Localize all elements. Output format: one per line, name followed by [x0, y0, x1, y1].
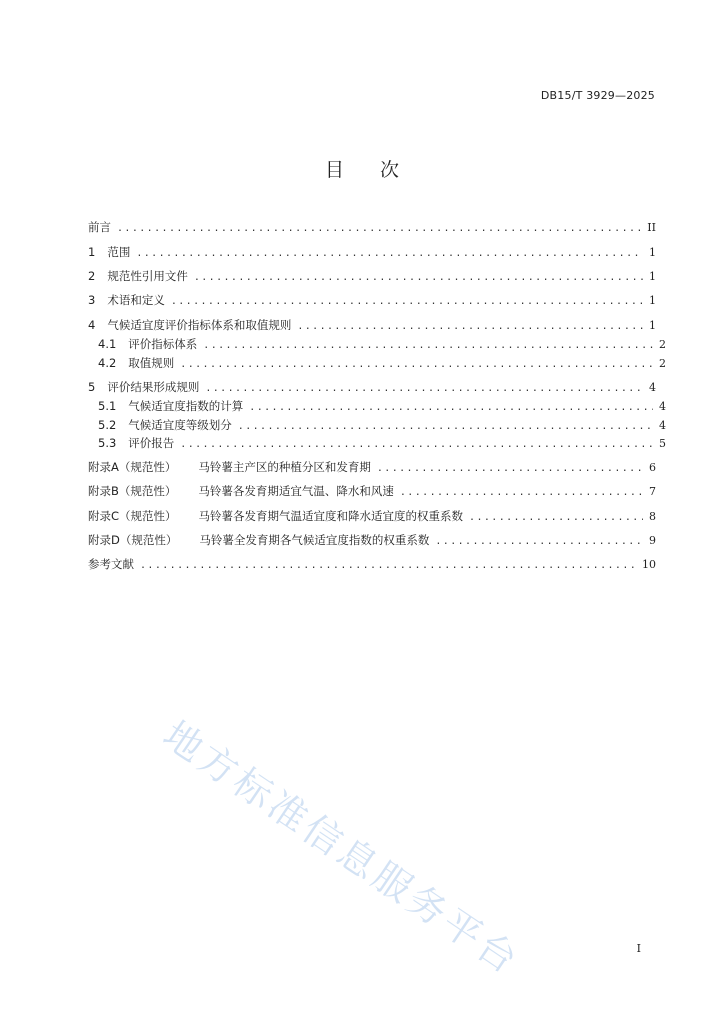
toc-entry-number: 2 [88, 269, 96, 283]
toc-entry-label: 取值规则 [128, 356, 175, 370]
toc-leader-dots [180, 356, 653, 374]
toc-leader-dots [377, 460, 643, 478]
toc-appendix-entry[interactable] [88, 507, 656, 525]
toc-entry-label: 气候适宜度评价指标体系和取值规则 [107, 318, 292, 332]
toc-entry-label: 术语和定义 [107, 293, 165, 307]
toc-entry-label: 规范性引用文件 [107, 269, 188, 283]
toc-entry[interactable] [88, 555, 656, 573]
toc-entry-number: 5.1 [98, 399, 117, 413]
toc-entry-page: 1 [649, 246, 656, 259]
toc-leader-dots [435, 533, 643, 551]
toc-leader-dots [205, 380, 643, 398]
toc-entry-label: 马铃薯全发育期各气候适宜度指数的权重系数 [199, 533, 430, 547]
toc-entry-number: 1 [88, 245, 96, 259]
toc-entry[interactable] [88, 378, 656, 396]
toc-leader-dots [249, 399, 653, 417]
toc-entry-page: 1 [649, 294, 656, 307]
toc-entry-label: 马铃薯主产区的种植分区和发育期 [198, 460, 371, 474]
page-number: I [636, 942, 641, 955]
toc-leader-dots [203, 337, 653, 355]
toc-leader-dots [297, 318, 643, 336]
toc-entry-number: 4.2 [98, 356, 117, 370]
toc-entry-label: 评价指标体系 [128, 337, 198, 351]
toc-entry-page: 8 [649, 510, 656, 523]
toc-entry-page: II [647, 221, 656, 234]
toc-subentry[interactable] [88, 354, 666, 372]
toc-entry-page: 1 [649, 270, 656, 283]
toc-entry-label: 评价报告 [128, 436, 175, 450]
toc-entry[interactable] [88, 291, 656, 309]
toc-leader-dots [117, 220, 641, 238]
toc-entry-label: 评价结果形成规则 [107, 380, 200, 394]
toc-entry-number: 5.3 [98, 436, 117, 450]
toc-entry[interactable] [88, 316, 656, 334]
toc-entry-label: 气候适宜度等级划分 [128, 418, 232, 432]
toc-entry-page: 1 [649, 319, 656, 332]
toc-entry[interactable] [88, 243, 656, 261]
toc-leader-dots [194, 269, 643, 287]
toc-leader-dots [469, 509, 643, 527]
watermark: 地方标准信息服务平台 [155, 712, 529, 984]
toc-appendix-entry[interactable] [88, 531, 656, 549]
toc-entry-number: 4.1 [98, 337, 117, 351]
toc-leader-dots [136, 245, 643, 263]
toc-entry-page: 2 [659, 357, 666, 370]
toc-entry-page: 4 [659, 400, 666, 413]
toc-entry-page: 9 [649, 534, 656, 547]
toc-entry-number: 4 [88, 318, 96, 332]
toc-entry[interactable] [88, 218, 656, 236]
toc-subentry[interactable] [88, 397, 666, 415]
page-title: 目次 [324, 159, 435, 181]
toc-entry-number: 附录A（规范性） [88, 460, 177, 474]
toc-subentry[interactable] [88, 416, 666, 434]
toc-entry-label: 马铃薯各发育期适宜气温、降水和风速 [198, 484, 394, 498]
toc-entry-page: 5 [659, 437, 666, 450]
toc-subentry[interactable] [88, 434, 666, 452]
toc-subentry[interactable] [88, 335, 666, 353]
toc-entry-number: 附录B（规范性） [88, 484, 177, 498]
document-code: DB15/T 3929—2025 [540, 89, 655, 102]
toc-entry-page: 4 [659, 419, 666, 432]
toc-entry-label: 范围 [107, 245, 131, 259]
toc-entry-page: 4 [649, 381, 656, 394]
toc-entry-number: 附录D（规范性） [88, 533, 178, 547]
toc-entry-label: 气候适宜度指数的计算 [128, 399, 244, 413]
toc-entry-number: 5 [88, 380, 96, 394]
toc-entry-label: 前言 [88, 220, 111, 234]
toc-entry-number: 3 [88, 293, 96, 307]
toc-leader-dots [171, 293, 643, 311]
toc-entry-page: 7 [649, 485, 656, 498]
toc-entry-page: 2 [659, 338, 666, 351]
toc-appendix-entry[interactable] [88, 458, 656, 476]
toc-entry-page: 10 [642, 558, 656, 571]
toc-entry-number: 附录C（规范性） [88, 509, 177, 523]
toc-entry-label: 马铃薯各发育期气温适宜度和降水适宜度的权重系数 [198, 509, 464, 523]
toc-leader-dots [400, 484, 643, 502]
toc-entry-number: 5.2 [98, 418, 117, 432]
toc-leader-dots [180, 436, 653, 454]
toc-entry-page: 6 [649, 461, 656, 474]
toc-entry-label: 参考文献 [88, 557, 134, 571]
toc-leader-dots [140, 557, 636, 575]
toc-entry[interactable] [88, 267, 656, 285]
toc-appendix-entry[interactable] [88, 482, 656, 500]
